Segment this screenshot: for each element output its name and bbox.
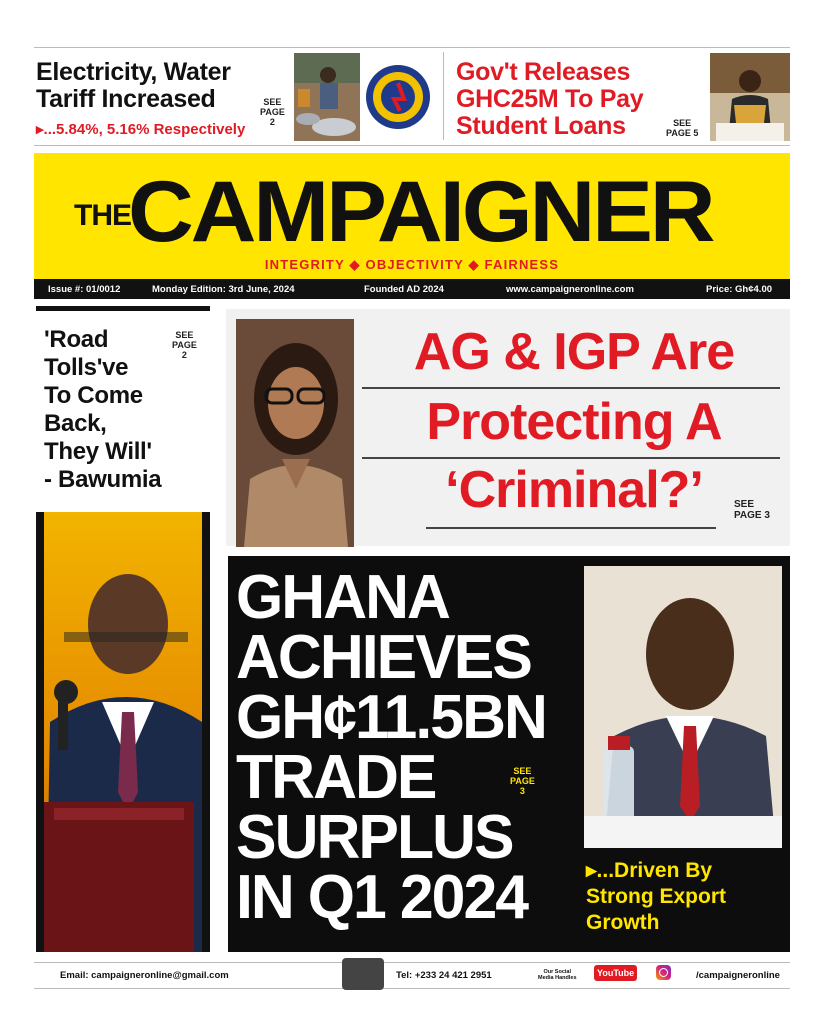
- trade-line: GHANA: [236, 563, 449, 632]
- trade-see: [510, 766, 535, 796]
- trade-line: TRADE: [236, 743, 436, 812]
- masthead-title[interactable]: CAMPAIGNER: [128, 164, 713, 260]
- bawumia-photo: [36, 512, 210, 952]
- trade-sub-line: ▸...Driven By: [586, 859, 713, 882]
- teaser-left-see: [260, 97, 285, 127]
- ag-headline-3[interactable]: ‘Criminal?’: [445, 461, 703, 519]
- road-tolls-headline[interactable]: [44, 326, 161, 494]
- price: Price: Gh¢4.00: [706, 284, 773, 295]
- ag-headline-2[interactable]: Protecting A: [426, 393, 722, 451]
- teaser-right-headline-1[interactable]: Gov't Releases: [456, 58, 631, 86]
- teaser-rule: [34, 145, 790, 146]
- ag-rule-2: [362, 457, 780, 459]
- teaser-left-headline-1[interactable]: Electricity, Water: [36, 58, 231, 86]
- road-line: - Bawumia: [44, 466, 162, 493]
- ecg-logo: [364, 53, 432, 141]
- road-line: Back,: [44, 410, 107, 437]
- trade-line: ACHIEVES: [236, 623, 531, 692]
- trade-line: SURPLUS: [236, 803, 513, 872]
- see-page: PAGE 3: [734, 510, 770, 521]
- teaser-right-see: [666, 118, 698, 138]
- road-line: Tolls've: [44, 354, 129, 381]
- see-number: 3: [519, 786, 525, 796]
- teaser-right-headline-3[interactable]: Student Loans: [456, 112, 626, 140]
- official-speaker-photo: [584, 566, 782, 848]
- youtube-label: YouTube: [597, 968, 635, 978]
- top-rule: [34, 47, 790, 48]
- trade-surplus-panel: [228, 556, 790, 952]
- road-line: To Come: [44, 382, 143, 409]
- see-word: SEE: [513, 766, 532, 776]
- see-page: PAGE 5: [666, 128, 699, 138]
- ag-see: [734, 499, 770, 521]
- road-line: 'Road: [44, 326, 109, 353]
- footer-email[interactable]: Email: campaigneronline@gmail.com: [60, 970, 229, 981]
- footer-tel[interactable]: Tel: +233 24 421 2951: [396, 970, 492, 981]
- ag-igp-panel: [226, 309, 790, 546]
- see-page: PAGE: [260, 107, 285, 117]
- masthead-the: THE: [74, 199, 131, 232]
- founded-year: Founded AD 2024: [364, 284, 444, 295]
- see-page: PAGE: [172, 340, 197, 350]
- see-page: PAGE: [510, 776, 535, 786]
- trade-headline[interactable]: [236, 563, 546, 932]
- youtube-icon[interactable]: [594, 965, 637, 981]
- teaser-right-headline-2[interactable]: GHC25M To Pay: [456, 85, 644, 113]
- see-word: SEE: [673, 118, 692, 128]
- left-column-top-bar: [36, 306, 210, 311]
- ag-rule-1: [362, 387, 780, 389]
- road-see: [172, 330, 197, 360]
- see-word: SEE: [263, 97, 282, 107]
- footer-handle[interactable]: /campaigneronline: [696, 970, 780, 981]
- see-number: 2: [181, 350, 187, 360]
- social-label-line: Media Handles: [538, 975, 577, 981]
- website-link[interactable]: www.campaigneronline.com: [506, 284, 634, 295]
- see-number: 2: [269, 117, 275, 127]
- masthead-tagline: INTEGRITY ◆ OBJECTIVITY ◆ FAIRNESS: [264, 257, 560, 272]
- teaser-left-headline-2[interactable]: Tariff Increased: [36, 85, 216, 113]
- footer: [34, 962, 790, 990]
- info-bar: [34, 279, 790, 299]
- instagram-icon[interactable]: [656, 965, 671, 980]
- instagram-lens: [659, 968, 668, 977]
- edition-date: Monday Edition: 3rd June, 2024: [152, 284, 295, 295]
- masthead: [34, 153, 790, 279]
- road-line: They Will': [44, 438, 152, 465]
- trade-sub-line: Growth: [586, 911, 660, 934]
- social-label-line: Our Social: [543, 969, 572, 975]
- official-photo: [710, 53, 790, 141]
- ag-rule-3: [426, 527, 716, 529]
- teaser-left-sub: ▸...5.84%, 5.16% Respectively: [36, 121, 246, 138]
- trade-line: IN Q1 2024: [236, 863, 528, 932]
- see-word: SEE: [175, 330, 194, 340]
- teaser-divider: [443, 52, 444, 140]
- footer-social-label: [538, 969, 577, 981]
- trade-sub-line: Strong Export: [586, 885, 726, 908]
- ag-headline-1[interactable]: AG & IGP Are: [413, 323, 735, 381]
- market-photo: [294, 53, 360, 141]
- footer-center-tab: [342, 958, 384, 990]
- issue-number: Issue #: 01/0012: [48, 284, 121, 295]
- see-word: SEE: [734, 499, 755, 510]
- trade-subhead: [586, 858, 726, 936]
- trade-line: GH¢11.5BN: [236, 683, 546, 752]
